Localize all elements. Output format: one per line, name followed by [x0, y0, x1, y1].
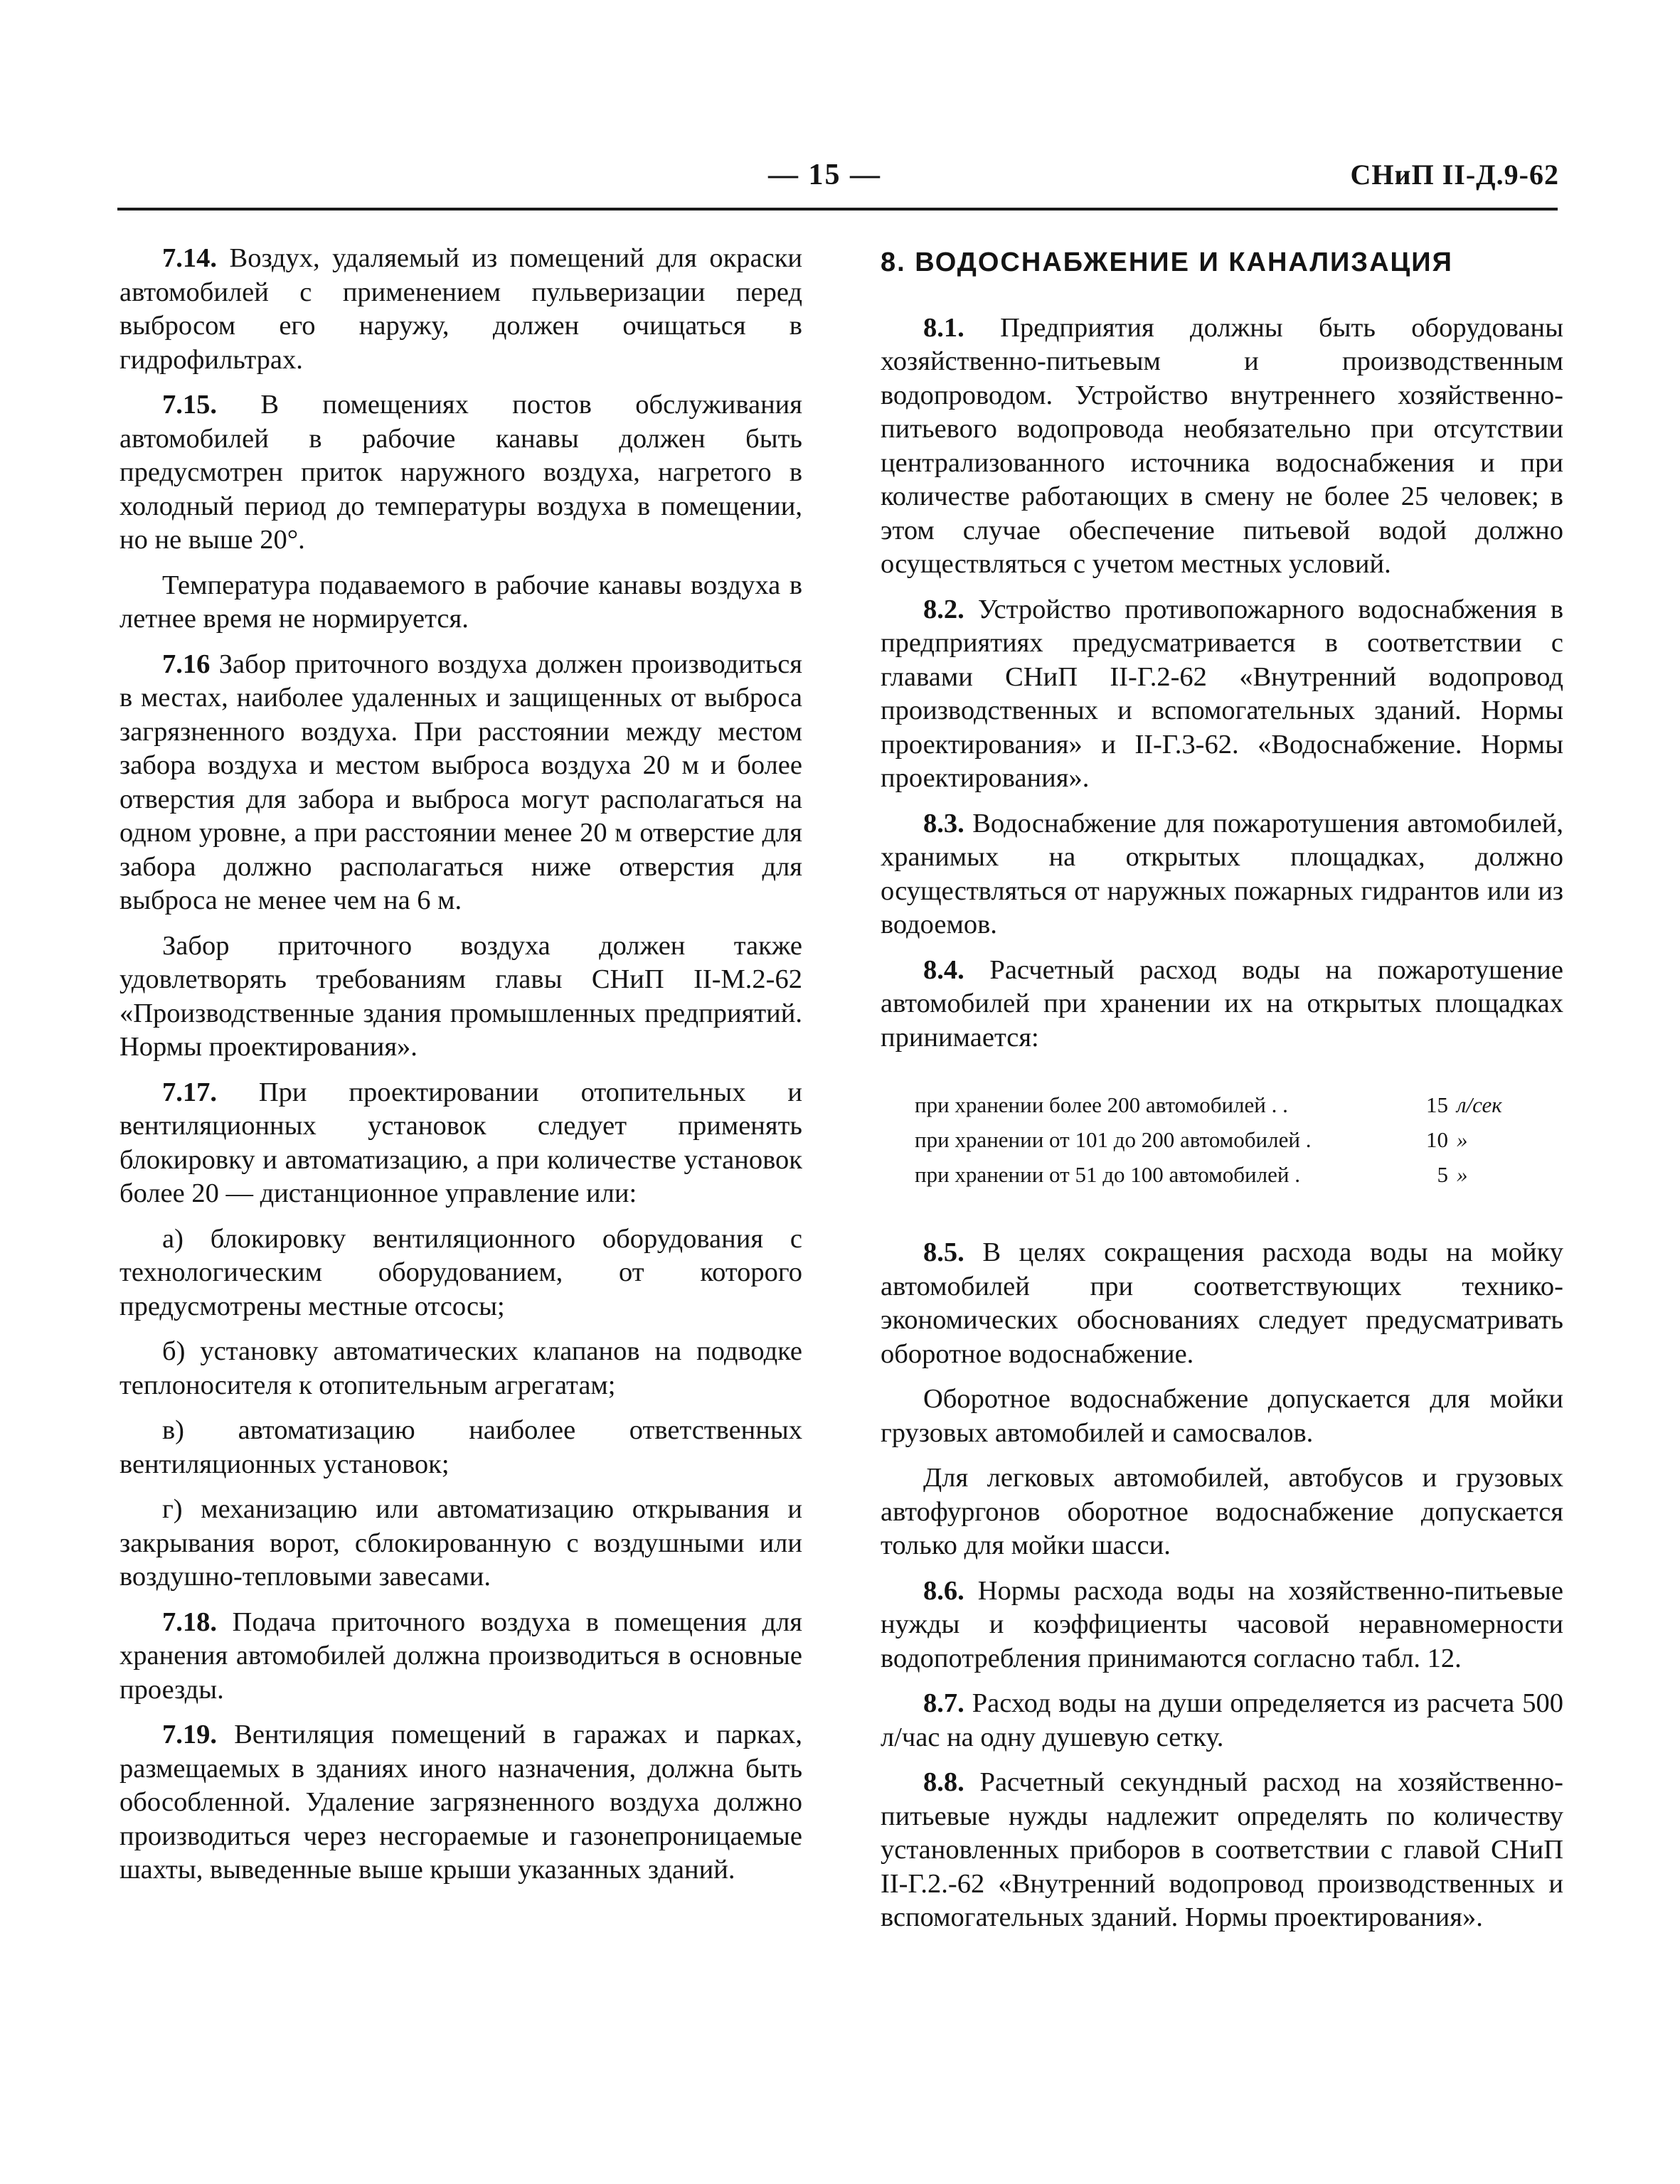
row-value: 15: [1426, 1092, 1448, 1117]
paragraph-text: Нормы расхода воды на хозяйственно-питьевые нужды и коэффициенты часовой неравномерности водопотребления принимаются согласно табл. 12.: [881, 1575, 1563, 1673]
paragraph: [881, 593, 1563, 796]
paragraphs-after-table: [881, 1236, 1563, 1935]
paragraph: [881, 1575, 1563, 1676]
paragraph-text: Расчетный расход воды на пожаротушение автомобилей при хранении их на открытых площадках принимается:: [881, 954, 1563, 1053]
paragraph: [119, 569, 802, 636]
paragraph-number: 7.19.: [162, 1720, 217, 1749]
paragraph-number: 7.17.: [162, 1077, 217, 1107]
paragraph-text: Расход воды на души определяется из расчета 500 л/час на одну душевую сетку.: [881, 1688, 1563, 1752]
header-divider: [117, 208, 1558, 211]
paragraph: [119, 648, 802, 918]
row-description: при хранении от 51 до 100 автомобилей .: [915, 1162, 1300, 1187]
paragraph-text: Водоснабжение для пожаротушения автомобилей, хранимых на открытых площадках, должно осуществляться от наружных пожарных гидрантов или из водоемов.: [881, 808, 1564, 939]
paragraph: [881, 1766, 1563, 1935]
paragraph: [119, 1335, 802, 1402]
paragraph-text: б) установку автоматических клапанов на подводке теплоносителя к отопительным агрегатам;: [119, 1336, 802, 1400]
paragraph: [119, 1606, 802, 1708]
paragraph-text: Вентиляция помещений в гаражах и парках, размещаемых в зданиях иного назначения, должна быть обособленной. Удаление загрязненного воздуха должно производиться через несгораемые и газонепроницаемые шахты, выведенные выше крыши указанных зданий.: [119, 1720, 803, 1885]
paragraph: [881, 311, 1563, 582]
row-description: при хранении более 200 автомобилей . .: [915, 1092, 1288, 1117]
paragraph: [119, 388, 802, 558]
paragraph: [119, 1414, 802, 1481]
paragraph-number: 8.6.: [923, 1575, 964, 1606]
paragraph-number: 8.8.: [923, 1767, 964, 1797]
table-row: [915, 1157, 1563, 1192]
paragraph: [119, 1076, 802, 1211]
paragraph: [881, 1461, 1563, 1563]
paragraph-number: 8.7.: [923, 1688, 964, 1718]
paragraph-text: в) автоматизацию наиболее ответственных вентиляционных установок;: [119, 1415, 802, 1479]
paragraph-text: Оборотное водоснабжение допускается для мойки грузовых автомобилей и самосвалов.: [881, 1384, 1563, 1448]
paragraph-text: Подача приточного воздуха в помещения для хранения автомобилей должна производиться в основные проезды.: [119, 1607, 802, 1705]
paragraph-text: Температура подаваемого в рабочие канавы воздуха в летнее время не нормируется.: [119, 570, 802, 634]
paragraph-text: Забор приточного воздуха должен производиться в местах, наиболее удаленных и защищенных от выброса загрязненного воздуха. При расстоянии между местом забора воздуха и местом выброса воздуха 20 м и более отверстия для забора и выброса могут располагаться на одном уровне, а при расстоянии менее 20 м отверстие для забора должно располагаться ниже отверстия для выброса не менее чем на 6 м.: [119, 649, 803, 915]
table-row: [915, 1122, 1563, 1157]
paragraph-text: Забор приточного воздуха должен также удовлетворять требованиям главы СНиП II-М.2-62 «Производственные здания промышленных предприятий. Нормы проектирования».: [119, 930, 802, 1062]
paragraph: [881, 1383, 1563, 1450]
row-unit: »: [1457, 1162, 1468, 1187]
table-row: [915, 1087, 1563, 1122]
paragraph-text: Устройство противопожарного водоснабжения в предприятиях предусматривается в соответствии с главами СНиП II-Г.2-62 «Внутренний водопровод производственных и вспомогательных зданий. Нормы проектирования» и II-Г.3-62. «Водоснабжение. Нормы проектирования».: [881, 594, 1563, 793]
paragraph: [881, 954, 1563, 1055]
paragraph-text: При проектировании отопительных и вентиляционных установок следует применять блокировку и автоматизацию, а при количестве установок более 20 — дистанционное управление или:: [119, 1077, 803, 1208]
paragraph: [119, 1718, 802, 1887]
row-value: 10: [1426, 1127, 1448, 1152]
paragraph: [119, 1222, 802, 1324]
paragraph: [881, 807, 1563, 942]
paragraph-number: 7.14.: [162, 243, 217, 273]
row-value: 5: [1437, 1162, 1448, 1187]
paragraph-text: г) механизацию или автоматизацию открывания и закрывания ворот, сблокированную с воздушными или воздушно-тепловыми завесами.: [119, 1494, 802, 1592]
paragraph-text: В помещениях постов обслуживания автомобилей в рабочие канавы должен быть предусмотрен приток наружного воздуха, нагретого в холодный период до температуры воздуха в помещении, но не выше 20°.: [119, 390, 802, 555]
row-description: при хранении от 101 до 200 автомобилей .: [915, 1127, 1312, 1152]
paragraph-text: Предприятия должны быть оборудованы хозяйственно-питьевым и производственным водопроводом. Устройство внутреннего хозяйственно-питьевого водопровода необязательно при отсутствии централизованного источника водоснабжения и при количестве работающих в смену не более 25 человек; в этом случае обеспечение питьевой водой должно осуществляться с учетом местных условий.: [881, 312, 1564, 579]
row-unit: л/сек: [1457, 1092, 1502, 1117]
paragraph-number: 8.3.: [923, 808, 964, 838]
paragraph-number: 8.4.: [923, 954, 964, 985]
paragraph: [119, 1493, 802, 1594]
left-column: [119, 242, 802, 1899]
paragraph-text: Расчетный секундный расход на хозяйственно-питьевые нужды надлежит определять по количеству установленных приборов в соответствии с главой СНиП II-Г.2.-62 «Внутренний водопровод производственных и вспомогательных зданий. Нормы проектирования».: [881, 1767, 1564, 1932]
document-code: СНиП II-Д.9-62: [1350, 159, 1559, 191]
row-unit: »: [1457, 1127, 1468, 1152]
paragraph: [119, 929, 802, 1065]
water-rate-table: [915, 1087, 1563, 1192]
paragraph: [119, 242, 802, 377]
paragraph: [881, 1236, 1563, 1371]
paragraph-number: 7.16: [162, 649, 211, 679]
page-number: — 15 —: [768, 159, 881, 191]
paragraph-number: 8.2.: [923, 594, 964, 624]
paragraph-number: 7.15.: [162, 390, 217, 420]
paragraph-number: 8.1.: [923, 312, 964, 343]
paragraph-text: В целях сокращения расхода воды на мойку автомобилей при соответствующих технико-экономических обоснованиях следует предусматривать оборотное водоснабжение.: [881, 1237, 1564, 1369]
paragraph-number: 8.5.: [923, 1237, 964, 1267]
paragraphs-before-table: [881, 311, 1563, 1055]
paragraph: [881, 1687, 1563, 1754]
right-column: [881, 242, 1563, 1946]
paragraph-text: а) блокировку вентиляционного оборудования с технологическим оборудованием, от которого предусмотрены местные отсосы;: [119, 1223, 802, 1321]
section-title: 8. ВОДОСНАБЖЕНИЕ И КАНАЛИЗАЦИЯ: [881, 247, 1453, 277]
paragraph-number: 7.18.: [162, 1607, 217, 1637]
paragraph-text: Воздух, удаляемый из помещений для окраски автомобилей с применением пульверизации перед выбросом его наружу, должен очищаться в гидрофильтрах.: [119, 243, 803, 375]
paragraph-text: Для легковых автомобилей, автобусов и грузовых автофургонов оборотное водоснабжение допускается только для мойки шасси.: [881, 1463, 1563, 1560]
